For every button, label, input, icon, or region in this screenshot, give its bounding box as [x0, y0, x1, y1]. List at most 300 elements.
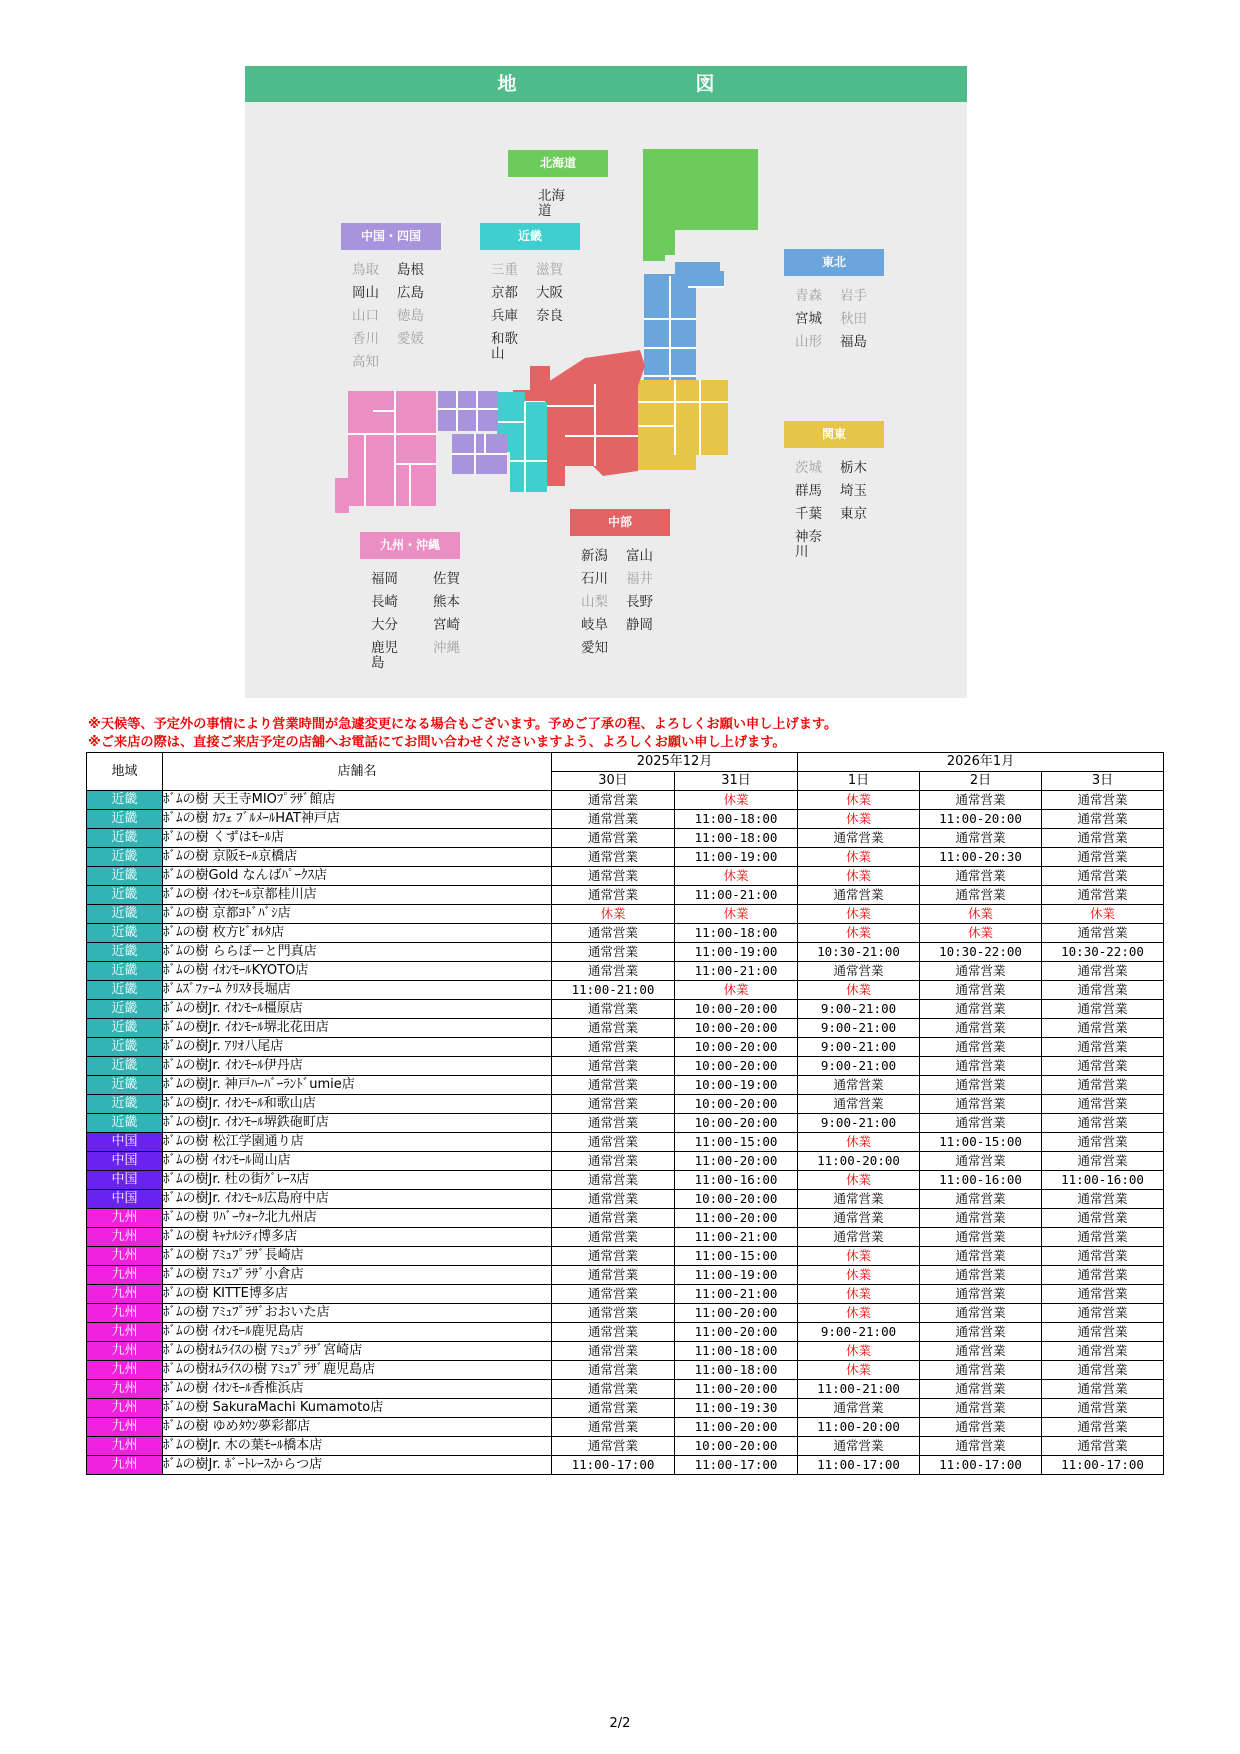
- hours-cell: 通常営業: [552, 1019, 675, 1038]
- hours-cell: 11:00-16:00: [920, 1171, 1042, 1190]
- hours-cell: 通常営業: [920, 791, 1042, 810]
- hours-cell: 通常営業: [1042, 1095, 1164, 1114]
- region-cell: 近畿: [87, 1038, 163, 1057]
- hours-cell: 通常営業: [1042, 1209, 1164, 1228]
- store-name-cell: ﾎﾞﾑの樹Jr. ﾎﾞｰﾄﾚｰｽからつ店: [163, 1456, 552, 1475]
- table-row: [87, 1209, 1164, 1228]
- hours-cell: 11:00-20:00: [675, 1304, 798, 1323]
- hours-cell: 休業: [1042, 905, 1164, 924]
- hours-cell: 通常営業: [1042, 962, 1164, 981]
- table-row: [87, 1133, 1164, 1152]
- hours-cell: 通常営業: [920, 1019, 1042, 1038]
- hours-cell: 通常営業: [920, 886, 1042, 905]
- store-name-cell: ﾎﾞﾑの樹 松江学園通り店: [163, 1133, 552, 1152]
- prefecture-name: 長野: [626, 594, 653, 610]
- table-row: [87, 943, 1164, 962]
- hours-cell: 休業: [675, 981, 798, 1000]
- hours-cell: 通常営業: [920, 1380, 1042, 1399]
- hours-cell: 通常営業: [798, 962, 920, 981]
- hours-cell: 11:00-18:00: [675, 810, 798, 829]
- store-name-cell: ﾎﾞﾑの樹 ｲｵﾝﾓｰﾙ鹿児島店: [163, 1323, 552, 1342]
- store-name-cell: ﾎﾞﾑの樹 ｲｵﾝﾓｰﾙ岡山店: [163, 1152, 552, 1171]
- hours-cell: 通常営業: [1042, 1399, 1164, 1418]
- region-cell: 近畿: [87, 886, 163, 905]
- hours-cell: 通常営業: [1042, 924, 1164, 943]
- hours-cell: 通常営業: [798, 1228, 920, 1247]
- table-row: [87, 867, 1164, 886]
- hours-cell: 通常営業: [920, 981, 1042, 1000]
- hours-cell: 通常営業: [552, 1038, 675, 1057]
- hours-cell: 通常営業: [1042, 886, 1164, 905]
- hours-cell: 通常営業: [920, 1437, 1042, 1456]
- hours-cell: 通常営業: [552, 943, 675, 962]
- hours-cell: 通常営業: [920, 1114, 1042, 1133]
- store-name-cell: ﾎﾞﾑの樹Jr. ｱﾘｵ八尾店: [163, 1038, 552, 1057]
- prefecture-name: 京都: [491, 285, 518, 301]
- table-row: [87, 1361, 1164, 1380]
- hours-cell: 通常営業: [920, 829, 1042, 848]
- hours-cell: 通常営業: [798, 1095, 920, 1114]
- region-kyushu-okinawa: [360, 532, 478, 671]
- hours-cell: 通常営業: [920, 1285, 1042, 1304]
- hours-cell: 通常営業: [798, 1437, 920, 1456]
- hours-cell: 通常営業: [552, 1171, 675, 1190]
- prefecture-name: 石川: [581, 571, 608, 587]
- region-cell: 近畿: [87, 1076, 163, 1095]
- hours-cell: 11:00-20:00: [920, 810, 1042, 829]
- store-name-cell: ﾎﾞﾑの樹 KITTE博多店: [163, 1285, 552, 1304]
- prefecture-name: 福岡: [371, 571, 398, 587]
- hours-cell: 通常営業: [1042, 1418, 1164, 1437]
- store-name-cell: ﾎﾞﾑの樹 ｲｵﾝﾓｰﾙ香椎浜店: [163, 1380, 552, 1399]
- prefecture-name: 岩手: [840, 288, 867, 304]
- region-label-kanto: 関東: [784, 421, 884, 448]
- hours-cell: 通常営業: [552, 829, 675, 848]
- hours-cell: 11:00-17:00: [920, 1456, 1042, 1475]
- table-row: [87, 1019, 1164, 1038]
- pref-list-kinki: [480, 263, 581, 362]
- region-cell: 九州: [87, 1399, 163, 1418]
- prefecture-name: 香川: [352, 331, 379, 347]
- hours-cell: 11:00-20:30: [920, 848, 1042, 867]
- store-name-cell: ﾎﾞﾑの樹 京阪ﾓｰﾙ京橋店: [163, 848, 552, 867]
- store-name-cell: ﾎﾞﾑの樹Jr. 神戸ﾊｰﾊﾞｰﾗﾝﾄﾞumie店: [163, 1076, 552, 1095]
- hours-cell: 通常営業: [552, 1095, 675, 1114]
- store-name-cell: ﾎﾞﾑの樹ｵﾑﾗｲｽの樹 ｱﾐｭﾌﾟﾗｻﾞ鹿児島店: [163, 1361, 552, 1380]
- table-row: [87, 1152, 1164, 1171]
- hours-cell: 11:00-21:00: [552, 981, 675, 1000]
- store-name-cell: ﾎﾞﾑｽﾞﾌｧｰﾑ ｸﾘｽﾀ長堀店: [163, 981, 552, 1000]
- region-cell: 九州: [87, 1456, 163, 1475]
- hours-cell: 通常営業: [798, 886, 920, 905]
- hours-cell: 通常営業: [798, 1399, 920, 1418]
- prefecture-name: 静岡: [626, 617, 653, 633]
- region-cell: 九州: [87, 1266, 163, 1285]
- region-cell: 中国: [87, 1190, 163, 1209]
- hours-cell: 10:00-20:00: [675, 1190, 798, 1209]
- hours-cell: 11:00-17:00: [798, 1456, 920, 1475]
- hours-cell: 10:00-20:00: [675, 1057, 798, 1076]
- table-row: [87, 1399, 1164, 1418]
- map-title: 地 図: [245, 66, 967, 102]
- prefecture-name: 宮崎: [433, 617, 460, 633]
- prefecture-name: 福井: [626, 571, 653, 587]
- hours-cell: 通常営業: [920, 1323, 1042, 1342]
- hours-cell: 通常営業: [552, 1228, 675, 1247]
- pref-list-chugoku-shikoku: [341, 263, 442, 370]
- pref-list-tohoku: [784, 289, 885, 350]
- hours-cell: 10:00-19:00: [675, 1076, 798, 1095]
- store-name-cell: ﾎﾞﾑの樹 SakuraMachi Kumamoto店: [163, 1399, 552, 1418]
- prefecture-name: 青森: [795, 288, 822, 304]
- hours-cell: 10:30-21:00: [798, 943, 920, 962]
- map-chugoku-shikoku: [438, 391, 507, 474]
- hours-cell: 休業: [798, 905, 920, 924]
- prefecture-name: 秋田: [840, 311, 867, 327]
- hours-cell: 通常営業: [552, 962, 675, 981]
- hours-cell: 11:00-21:00: [798, 1380, 920, 1399]
- store-name-cell: ﾎﾞﾑの樹Jr. ｲｵﾝﾓｰﾙ堺北花田店: [163, 1019, 552, 1038]
- table-row: [87, 886, 1164, 905]
- hours-cell: 休業: [798, 810, 920, 829]
- table-row: [87, 1304, 1164, 1323]
- hours-cell: 通常営業: [1042, 867, 1164, 886]
- table-row: [87, 1266, 1164, 1285]
- region-cell: 近畿: [87, 1019, 163, 1038]
- hours-cell: 通常営業: [552, 791, 675, 810]
- hours-cell: 通常営業: [1042, 1285, 1164, 1304]
- table-row: [87, 1228, 1164, 1247]
- hours-cell: 通常営業: [920, 1247, 1042, 1266]
- notice-contact: ※ご来店の際は、直接ご来店予定の店舗へお電話にてお問い合わせくださいますよう、よろしくお願い申し上げます。: [88, 735, 786, 750]
- store-name-cell: ﾎﾞﾑの樹Jr. ｲｵﾝﾓｰﾙ橿原店: [163, 1000, 552, 1019]
- hours-cell: 11:00-19:00: [675, 1266, 798, 1285]
- hours-cell: 11:00-17:00: [675, 1456, 798, 1475]
- hours-cell: 休業: [675, 791, 798, 810]
- hours-cell: 通常営業: [552, 1304, 675, 1323]
- hours-cell: 通常営業: [798, 1076, 920, 1095]
- hours-cell: 通常営業: [1042, 848, 1164, 867]
- map-panel: [245, 66, 967, 698]
- region-tohoku: [784, 249, 885, 350]
- header-day: 30日: [552, 772, 675, 791]
- hours-cell: 通常営業: [920, 1057, 1042, 1076]
- hours-cell: 10:00-20:00: [675, 1095, 798, 1114]
- hours-cell: 通常営業: [920, 1418, 1042, 1437]
- region-cell: 近畿: [87, 1000, 163, 1019]
- table-row: [87, 1437, 1164, 1456]
- notice-weather: ※天候等、予定外の事情により営業時間が急遽変更になる場合もございます。予めご了承の程、よろしくお願い申し上げます。: [88, 717, 838, 732]
- prefecture-name: 富山: [626, 548, 653, 564]
- hours-cell: 11:00-21:00: [675, 886, 798, 905]
- table-row: [87, 1114, 1164, 1133]
- pref-list-hokkaido: [508, 189, 608, 219]
- hours-cell: 通常営業: [552, 848, 675, 867]
- prefecture-name: 沖縄: [433, 640, 460, 656]
- region-cell: 近畿: [87, 943, 163, 962]
- hours-cell: 通常営業: [920, 1209, 1042, 1228]
- store-name-cell: ﾎﾞﾑの樹Jr. ｲｵﾝﾓｰﾙ伊丹店: [163, 1057, 552, 1076]
- hours-cell: 通常営業: [798, 1209, 920, 1228]
- header-day: 31日: [675, 772, 798, 791]
- hours-cell: 10:00-20:00: [675, 1000, 798, 1019]
- hours-cell: 通常営業: [552, 1247, 675, 1266]
- table-row: [87, 1190, 1164, 1209]
- hours-cell: 通常営業: [1042, 1304, 1164, 1323]
- hours-cell: 9:00-21:00: [798, 1038, 920, 1057]
- hours-cell: 通常営業: [552, 1133, 675, 1152]
- prefecture-name: 岡山: [352, 285, 379, 301]
- hours-cell: 11:00-15:00: [920, 1133, 1042, 1152]
- hours-cell: 通常営業: [1042, 1190, 1164, 1209]
- hours-cell: 休業: [798, 867, 920, 886]
- table-row: [87, 924, 1164, 943]
- hours-cell: 11:00-20:00: [675, 1418, 798, 1437]
- hours-cell: 休業: [798, 924, 920, 943]
- prefecture-name: 群馬: [795, 483, 822, 499]
- store-name-cell: ﾎﾞﾑの樹 天王寺MIOﾌﾟﾗｻﾞ館店: [163, 791, 552, 810]
- store-name-cell: ﾎﾞﾑの樹 くずはﾓｰﾙ店: [163, 829, 552, 848]
- hours-cell: 通常営業: [920, 1228, 1042, 1247]
- hours-cell: 11:00-17:00: [552, 1456, 675, 1475]
- region-cell: 近畿: [87, 791, 163, 810]
- table-row: [87, 1095, 1164, 1114]
- table-row: [87, 810, 1164, 829]
- hours-cell: 11:00-21:00: [675, 1285, 798, 1304]
- prefecture-name: 和歌山: [491, 331, 518, 362]
- hours-cell: 11:00-20:00: [798, 1152, 920, 1171]
- store-name-cell: ﾎﾞﾑの樹 ﾘﾊﾞｰｳｫｰｸ北九州店: [163, 1209, 552, 1228]
- prefecture-name: 徳島: [397, 308, 424, 324]
- hours-cell: 通常営業: [920, 1266, 1042, 1285]
- hours-cell: 通常営業: [1042, 1019, 1164, 1038]
- table-row: [87, 1057, 1164, 1076]
- store-name-cell: ﾎﾞﾑの樹Jr. ｲｵﾝﾓｰﾙ堺鉄砲町店: [163, 1114, 552, 1133]
- table-row: [87, 791, 1164, 810]
- hours-cell: 通常営業: [552, 867, 675, 886]
- prefecture-name: 長崎: [371, 594, 398, 610]
- map-kyushu-okinawa: [335, 391, 436, 513]
- hours-cell: 休業: [798, 791, 920, 810]
- hours-cell: 休業: [675, 867, 798, 886]
- hours-cell: 休業: [798, 848, 920, 867]
- region-chugoku-shikoku: [341, 223, 442, 370]
- hours-cell: 10:00-20:00: [675, 1019, 798, 1038]
- hours-cell: 通常営業: [552, 1190, 675, 1209]
- store-name-cell: ﾎﾞﾑの樹Jr. 杜の街ｸﾞﾚｰｽ店: [163, 1171, 552, 1190]
- region-cell: 近畿: [87, 848, 163, 867]
- region-cell: 九州: [87, 1247, 163, 1266]
- region-cell: 九州: [87, 1342, 163, 1361]
- hours-cell: 休業: [798, 1247, 920, 1266]
- prefecture-name: 兵庫: [491, 308, 518, 324]
- hours-cell: 9:00-21:00: [798, 1057, 920, 1076]
- hours-cell: 11:00-21:00: [675, 962, 798, 981]
- hours-cell: 11:00-19:00: [675, 943, 798, 962]
- region-cell: 近畿: [87, 1057, 163, 1076]
- hours-cell: 10:30-22:00: [1042, 943, 1164, 962]
- hours-cell: 通常営業: [552, 1380, 675, 1399]
- hours-cell: 休業: [798, 1304, 920, 1323]
- prefecture-name: 茨城: [795, 460, 822, 476]
- hours-cell: 11:00-21:00: [675, 1228, 798, 1247]
- hours-cell: 11:00-18:00: [675, 829, 798, 848]
- hours-cell: 通常営業: [552, 1342, 675, 1361]
- prefecture-name: 岐阜: [581, 617, 608, 633]
- prefecture-name: 滋賀: [536, 262, 563, 278]
- hours-cell: 通常営業: [798, 1190, 920, 1209]
- table-row: [87, 1380, 1164, 1399]
- store-name-cell: ﾎﾞﾑの樹 ｱﾐｭﾌﾟﾗｻﾞ小倉店: [163, 1266, 552, 1285]
- hours-cell: 通常営業: [552, 1285, 675, 1304]
- hours-cell: 休業: [798, 1266, 920, 1285]
- hours-cell: 通常営業: [920, 1076, 1042, 1095]
- hours-cell: 通常営業: [1042, 829, 1164, 848]
- table-row: [87, 829, 1164, 848]
- region-cell: 近畿: [87, 810, 163, 829]
- region-chubu: [570, 509, 671, 656]
- hours-cell: 通常営業: [1042, 791, 1164, 810]
- hours-cell: 休業: [798, 1342, 920, 1361]
- prefecture-name: 山口: [352, 308, 379, 324]
- prefecture-name: 熊本: [433, 594, 460, 610]
- table-row: [87, 962, 1164, 981]
- hours-cell: 通常営業: [552, 1361, 675, 1380]
- region-label-tohoku: 東北: [784, 249, 884, 276]
- pref-list-kyushu-okinawa: [360, 572, 478, 671]
- hours-cell: 通常営業: [552, 1399, 675, 1418]
- prefecture-name: 大分: [371, 617, 398, 633]
- region-cell: 近畿: [87, 867, 163, 886]
- hours-cell: 11:00-15:00: [675, 1247, 798, 1266]
- prefecture-name: 高知: [352, 354, 379, 370]
- region-cell: 近畿: [87, 981, 163, 1000]
- prefecture-name: 東京: [840, 506, 867, 522]
- hours-cell: 通常営業: [920, 1342, 1042, 1361]
- table-row: [87, 1418, 1164, 1437]
- hours-cell: 11:00-20:00: [798, 1418, 920, 1437]
- region-label-kyushu-okinawa: 九州・沖縄: [360, 532, 460, 559]
- store-name-cell: ﾎﾞﾑの樹 ｲｵﾝﾓｰﾙ京都桂川店: [163, 886, 552, 905]
- hours-cell: 11:00-18:00: [675, 1342, 798, 1361]
- hours-cell: 通常営業: [1042, 1437, 1164, 1456]
- prefecture-name: 三重: [491, 262, 518, 278]
- hours-cell: 11:00-18:00: [675, 1361, 798, 1380]
- hours-cell: 通常営業: [552, 886, 675, 905]
- table-row: [87, 1342, 1164, 1361]
- hours-cell: 休業: [920, 924, 1042, 943]
- page-number: 2/2: [609, 1716, 631, 1731]
- hours-cell: 11:00-19:00: [675, 848, 798, 867]
- prefecture-name: 鳥取: [352, 262, 379, 278]
- hours-cell: 通常営業: [1042, 1133, 1164, 1152]
- table-row: [87, 1000, 1164, 1019]
- hours-cell: 休業: [798, 981, 920, 1000]
- hours-cell: 通常営業: [552, 924, 675, 943]
- hours-cell: 通常営業: [552, 1209, 675, 1228]
- hours-cell: 10:00-20:00: [675, 1437, 798, 1456]
- table-row: [87, 1285, 1164, 1304]
- hours-cell: 通常営業: [920, 1361, 1042, 1380]
- region-cell: 近畿: [87, 905, 163, 924]
- hours-cell: 通常営業: [1042, 1000, 1164, 1019]
- region-cell: 九州: [87, 1285, 163, 1304]
- hours-cell: 休業: [798, 1285, 920, 1304]
- hours-cell: 通常営業: [1042, 1038, 1164, 1057]
- hours-cell: 9:00-21:00: [798, 1019, 920, 1038]
- hours-cell: 11:00-20:00: [675, 1209, 798, 1228]
- hours-cell: 通常営業: [798, 829, 920, 848]
- store-name-cell: ﾎﾞﾑの樹 ららぽーと門真店: [163, 943, 552, 962]
- hours-cell: 休業: [675, 905, 798, 924]
- prefecture-name: 神奈川: [795, 529, 822, 560]
- region-cell: 九州: [87, 1228, 163, 1247]
- hours-cell: 通常営業: [552, 1057, 675, 1076]
- hours-cell: 休業: [552, 905, 675, 924]
- header-month-1: 2025年12月: [552, 753, 798, 772]
- hours-cell: 通常営業: [1042, 1342, 1164, 1361]
- region-kanto: [784, 421, 885, 560]
- hours-cell: 11:00-18:00: [675, 924, 798, 943]
- store-name-cell: ﾎﾞﾑの樹Gold なんばﾊﾟｰｸｽ店: [163, 867, 552, 886]
- store-name-cell: ﾎﾞﾑの樹 ｲｵﾝﾓｰﾙKYOTO店: [163, 962, 552, 981]
- hours-cell: 通常営業: [1042, 1247, 1164, 1266]
- region-cell: 中国: [87, 1171, 163, 1190]
- prefecture-name: 栃木: [840, 460, 867, 476]
- region-cell: 九州: [87, 1361, 163, 1380]
- hours-cell: 10:00-20:00: [675, 1038, 798, 1057]
- table-row: [87, 848, 1164, 867]
- hours-cell: 11:00-15:00: [675, 1133, 798, 1152]
- header-region: 地域: [87, 753, 163, 791]
- table-row: [87, 981, 1164, 1000]
- region-cell: 九州: [87, 1304, 163, 1323]
- hours-cell: 10:30-22:00: [920, 943, 1042, 962]
- prefecture-name: 新潟: [581, 548, 608, 564]
- hours-cell: 9:00-21:00: [798, 1323, 920, 1342]
- hours-cell: 通常営業: [1042, 1152, 1164, 1171]
- hours-cell: 通常営業: [1042, 1114, 1164, 1133]
- table-header-row-months: [87, 753, 1164, 772]
- hours-cell: 11:00-16:00: [675, 1171, 798, 1190]
- schedule-table: [86, 752, 1164, 1475]
- store-name-cell: ﾎﾞﾑの樹 ｱﾐｭﾌﾟﾗｻﾞ長崎店: [163, 1247, 552, 1266]
- prefecture-name: 埼玉: [840, 483, 867, 499]
- hours-cell: 通常営業: [552, 1114, 675, 1133]
- hours-cell: 通常営業: [552, 1076, 675, 1095]
- prefecture-name: 広島: [397, 285, 424, 301]
- pref-list-kanto: [784, 461, 885, 560]
- region-cell: 近畿: [87, 829, 163, 848]
- hours-cell: 通常営業: [552, 1000, 675, 1019]
- table-row: [87, 1076, 1164, 1095]
- region-cell: 近畿: [87, 1095, 163, 1114]
- prefecture-name: 山形: [795, 334, 822, 350]
- map-hokkaido: [643, 149, 758, 261]
- hours-cell: 11:00-20:00: [675, 1152, 798, 1171]
- region-cell: 九州: [87, 1437, 163, 1456]
- prefecture-name: 千葉: [795, 506, 822, 522]
- prefecture-name: 愛知: [581, 640, 608, 656]
- region-kinki: [480, 223, 581, 362]
- hours-cell: 通常営業: [920, 1095, 1042, 1114]
- region-hokkaido: [508, 150, 608, 219]
- store-name-cell: ﾎﾞﾑの樹ｵﾑﾗｲｽの樹 ｱﾐｭﾌﾟﾗｻﾞ宮崎店: [163, 1342, 552, 1361]
- header-day: 2日: [920, 772, 1042, 791]
- prefecture-name: 北海道: [538, 188, 565, 219]
- hours-cell: 通常営業: [1042, 1076, 1164, 1095]
- prefecture-name: 奈良: [536, 308, 563, 324]
